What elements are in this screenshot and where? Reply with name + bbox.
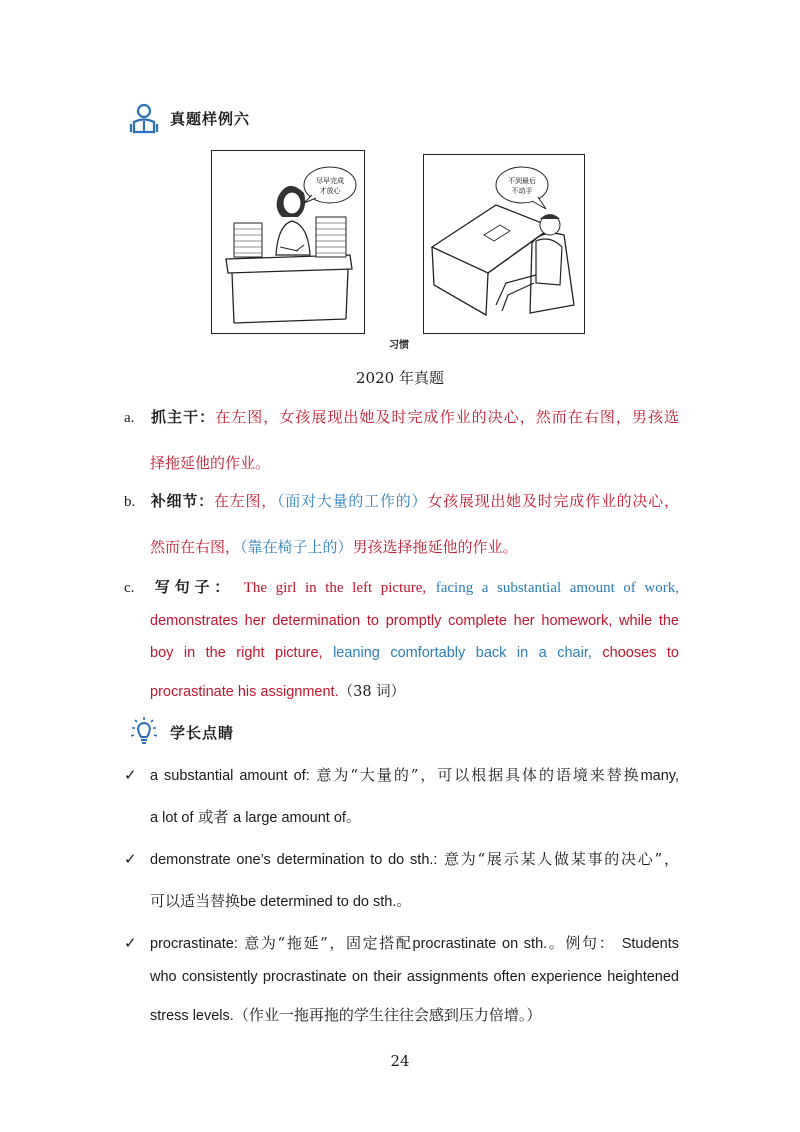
tip2-term: demonstrate one’s determination to do sth.: <box>150 852 438 868</box>
tip3-line3 <box>150 1004 541 1025</box>
section-heading-sample <box>128 102 250 134</box>
tip1-line2 <box>150 806 360 827</box>
left-bubble-line2: 才放心 <box>319 187 341 195</box>
girl-studying-illustration <box>212 151 364 333</box>
checkmark-icon: ✓ <box>124 934 137 952</box>
tip3-line1 <box>124 932 679 953</box>
section-title: 学长点睛 <box>170 723 235 742</box>
tip1-en2: many, <box>640 768 679 784</box>
tip2-zh: 意为“展示某人做某事的决心”， <box>443 850 679 868</box>
item-a-text2: 择拖延他的作业。 <box>150 454 271 472</box>
item-b-text1b: （面对大量的工作的） <box>277 492 428 510</box>
item-b-text1a: 在左图， <box>213 492 278 510</box>
item-c-marker: c. <box>124 580 135 596</box>
item-c-line4 <box>150 680 405 701</box>
lightbulb-icon <box>128 716 160 748</box>
item-c-text3-blue: leaning comfortably back in a chair, <box>333 645 592 661</box>
item-b-text2c: 男孩选择拖延他的作业。 <box>352 538 518 556</box>
item-b-marker: b. <box>124 494 136 510</box>
tip3-zh2: 。例句： <box>547 934 616 952</box>
item-b-line1 <box>124 490 679 511</box>
item-c-line2: demonstrates her determination to promptly complete her homework, while the <box>150 613 679 629</box>
item-c-line3 <box>150 645 679 661</box>
word-count: （38 词） <box>338 684 406 700</box>
figure-small-caption: 习惯 <box>389 340 409 351</box>
tip2-zh2: 可以适当替换 <box>150 892 241 910</box>
section-title: 真题样例六 <box>170 109 251 128</box>
left-cartoon-panel <box>211 150 365 334</box>
tip3-zh3: （作业一拖再拖的学生往往会感到压力倍增。） <box>233 1006 542 1024</box>
page-number: 24 <box>390 1052 410 1070</box>
tip3-en3: Students <box>621 936 679 952</box>
item-a-label: 抓主干： <box>150 408 216 426</box>
tip1-en3: a lot of <box>150 810 194 826</box>
checkmark-icon: ✓ <box>124 766 137 784</box>
tip1-en4: a large amount of。 <box>233 810 361 826</box>
tip1-zh2: 或者 <box>198 808 229 826</box>
item-c-line1 <box>124 576 679 597</box>
item-b-text2a: 然而在右图， <box>150 538 241 556</box>
tip2-line1 <box>124 848 679 869</box>
item-b-label: 补细节： <box>150 492 214 510</box>
figure-caption: 2020 年真题 <box>356 369 444 387</box>
tip1-line1 <box>124 764 679 785</box>
left-bubble-line1: 尽早完成 <box>316 177 344 185</box>
item-c-text1-red: The girl in the left picture, <box>243 580 427 596</box>
item-a-marker: a. <box>124 410 135 426</box>
tip3-term: procrastinate: <box>150 936 238 952</box>
tip1-term: a substantial amount of: <box>150 768 310 784</box>
item-c-text3-red1: boy in the right picture, <box>150 645 323 661</box>
tip2-line2 <box>150 890 411 911</box>
checkmark-icon: ✓ <box>124 850 137 868</box>
item-c-text3-red2: chooses to <box>602 645 679 661</box>
tip3-en4: stress levels. <box>150 1008 234 1024</box>
item-a-line1 <box>124 406 679 427</box>
item-b-text1c: 女孩展现出她及时完成作业的决心， <box>427 492 679 510</box>
item-a-line2 <box>150 452 270 473</box>
item-b-line2 <box>150 536 518 557</box>
tip3-en2: procrastinate on sth. <box>412 936 548 952</box>
item-c-text4-red: procrastinate his assignment. <box>150 684 339 700</box>
item-a-text1: 在左图，女孩展现出她及时完成作业的决心，然而在右图，男孩选 <box>215 408 679 426</box>
tip3-zh1: 意为“拖延”，固定搭配 <box>244 934 413 952</box>
tip3-line2: who consistently procrastinate on their assignments often experience heightened <box>150 969 679 985</box>
right-cartoon-panel <box>423 154 585 334</box>
boy-procrastinating-illustration <box>424 155 584 333</box>
tip1-zh: 意为“大量的”，可以根据具体的语境来替换 <box>316 766 641 784</box>
right-bubble-line1: 不到最后 <box>508 177 536 185</box>
tip2-en: be determined to do sth.。 <box>240 894 411 910</box>
item-c-label: 写句子： <box>150 578 235 596</box>
section-heading-tips <box>128 716 234 748</box>
right-bubble-line2: 不动手 <box>511 187 533 195</box>
reader-icon <box>128 102 160 134</box>
item-c-text1-blue: facing a substantial amount of work, <box>435 580 679 596</box>
item-b-text2b: （靠在椅子上的） <box>240 538 353 556</box>
